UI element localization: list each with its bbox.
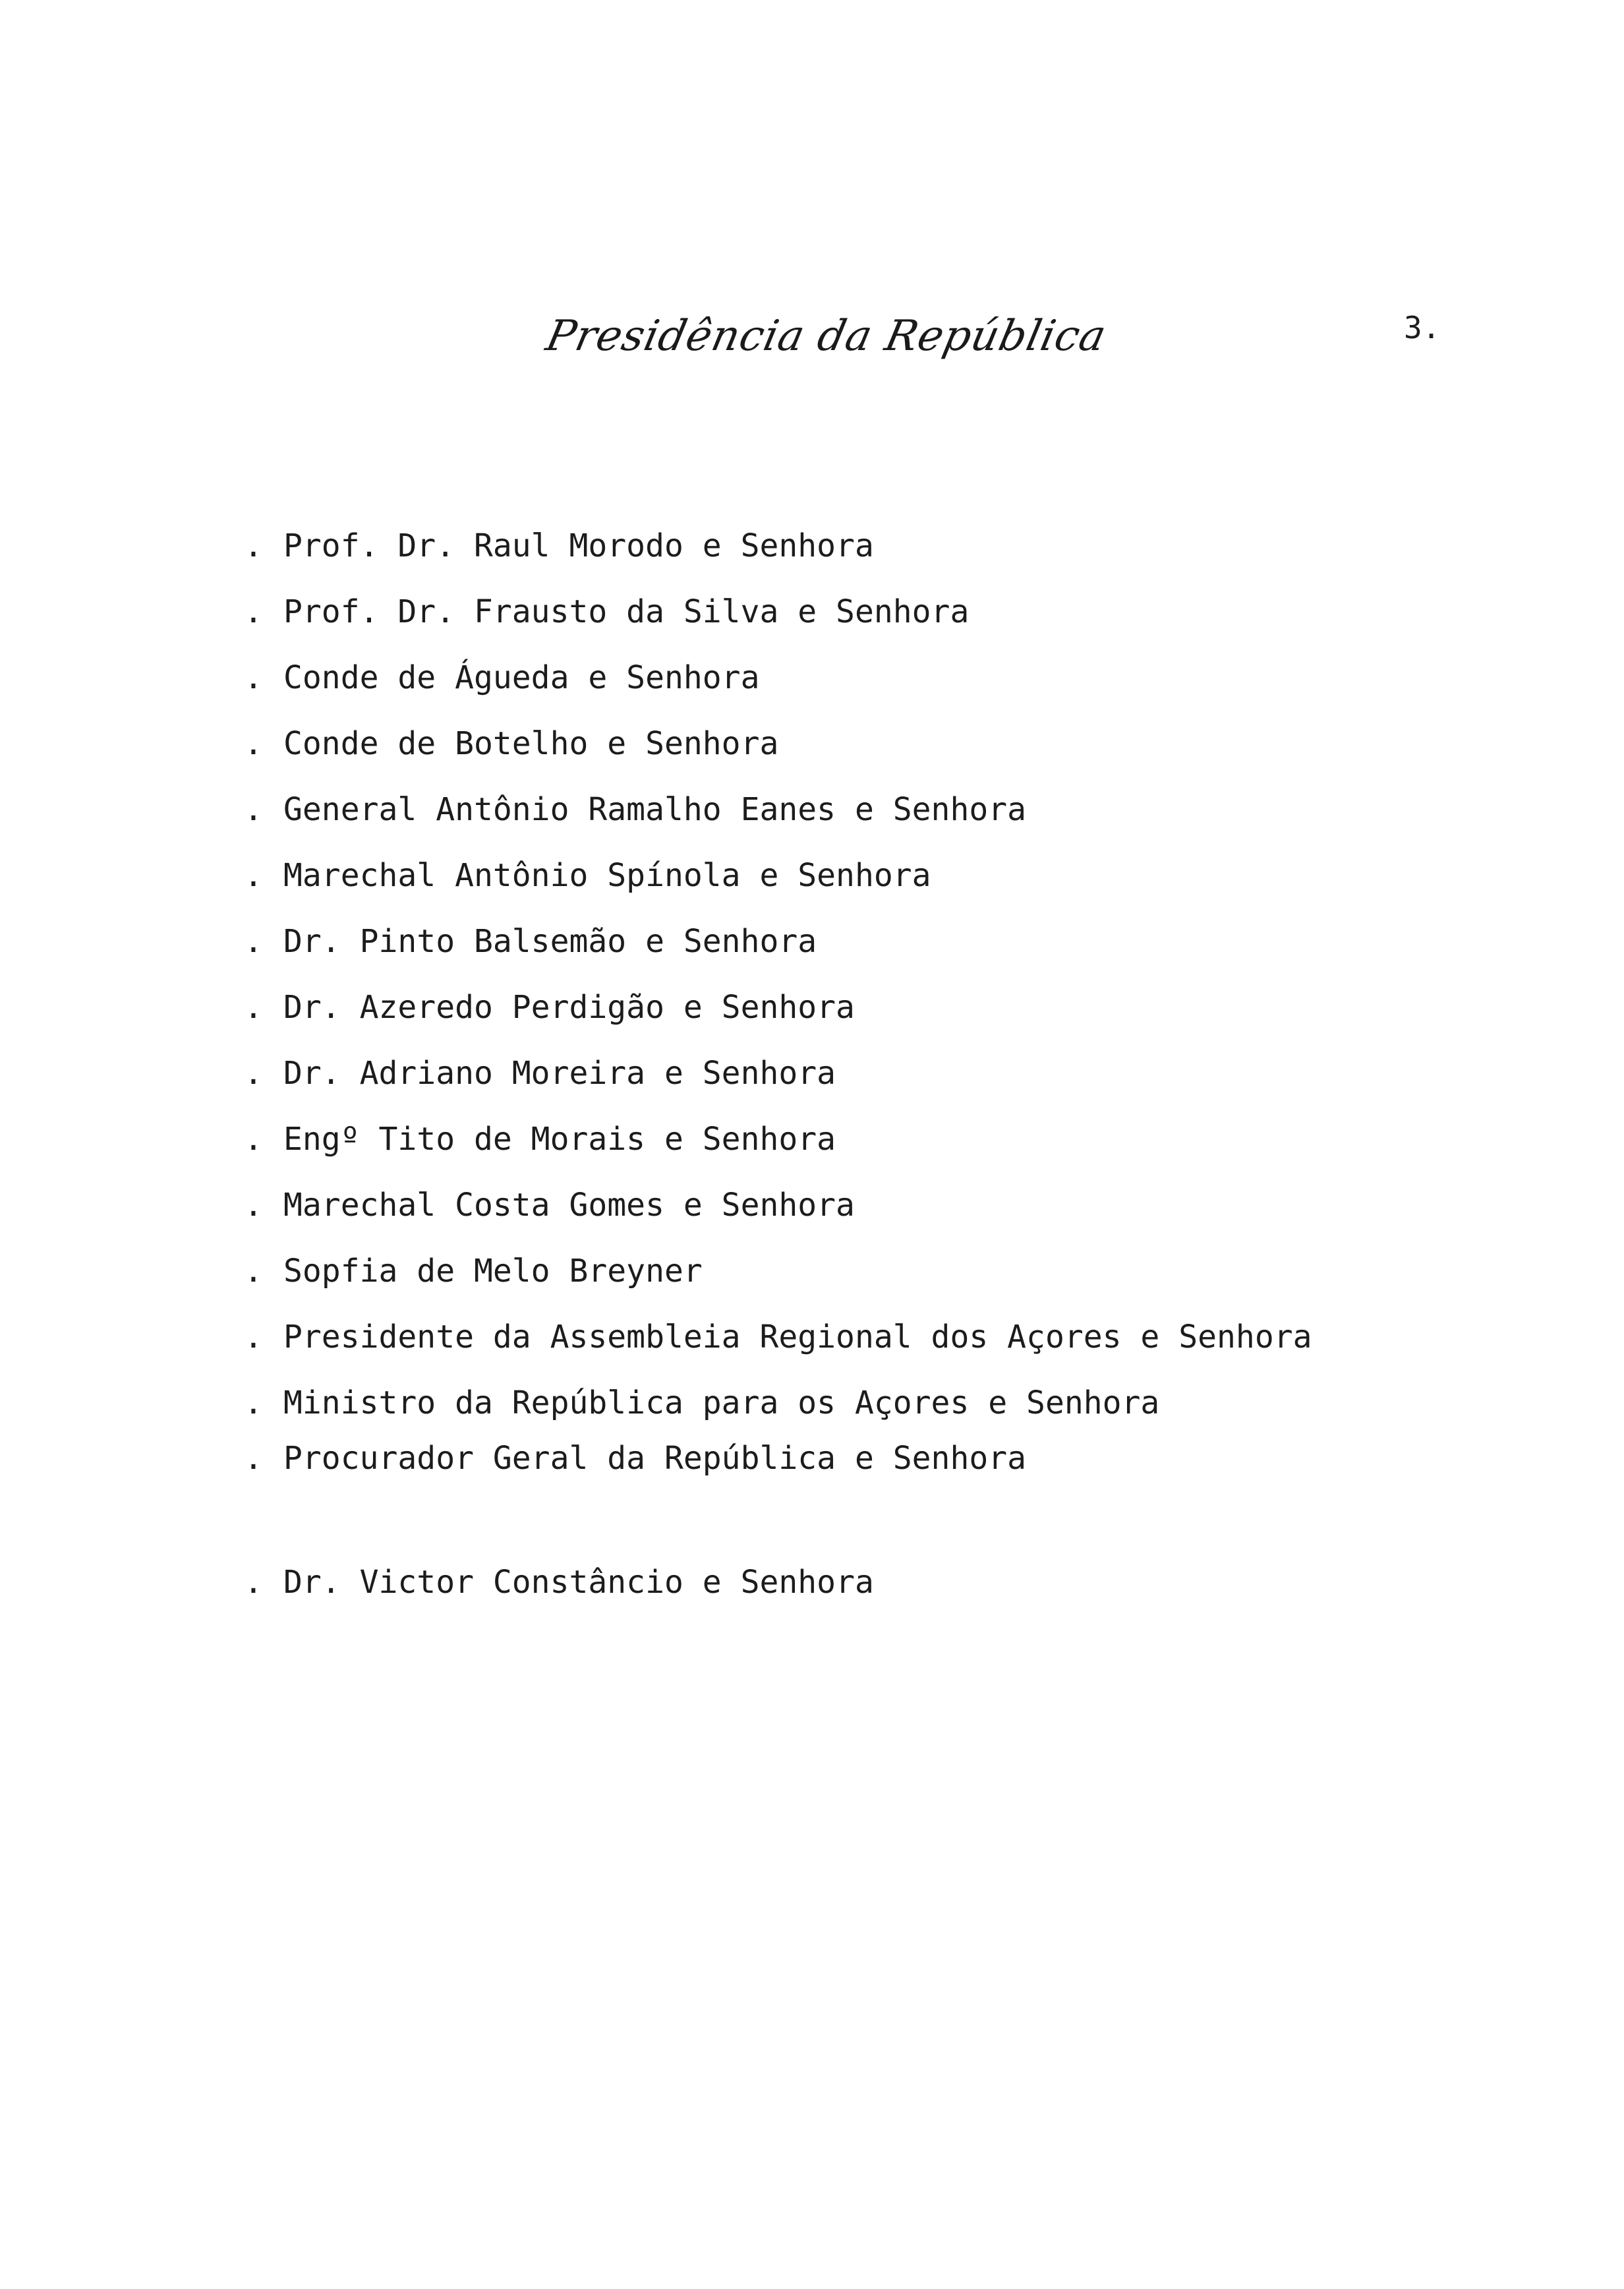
bullet: . [244,1319,263,1355]
guest-name: General Antônio Ramalho Eanes e Senhora [283,791,1027,828]
guest-name: Engº Tito de Morais e Senhora [283,1121,836,1158]
list-item [244,1440,1312,1477]
guest-name: Conde de Águeda e Senhora [283,659,760,696]
bullet: . [244,989,263,1026]
list-item [244,1187,1312,1224]
list-item [244,791,1312,828]
guest-name: Conde de Botelho e Senhora [283,725,779,762]
list-item [244,1253,1312,1290]
list-item [244,989,1312,1026]
list-item [244,725,1312,762]
bullet: . [244,923,263,960]
bullet: . [244,527,263,564]
bullet: . [244,1187,263,1224]
bullet: . [244,1564,263,1601]
guest-name: Presidente da Assembleia Regional dos Açores e Senhora [283,1319,1312,1355]
list-item [244,857,1312,894]
guest-list [244,527,1312,1630]
letterhead-title: Presidência da República [542,312,1111,361]
list-item [244,593,1312,630]
bullet: . [244,1440,263,1477]
guest-name: Dr. Victor Constâncio e Senhora [283,1564,874,1601]
list-item [244,1384,1312,1421]
list-item [244,527,1312,564]
list-item [244,1564,1312,1601]
list-item [244,1055,1312,1092]
bullet: . [244,1384,263,1421]
bullet: . [244,791,263,828]
list-item [244,923,1312,960]
bullet: . [244,1121,263,1158]
guest-name: Marechal Costa Gomes e Senhora [283,1187,855,1224]
bullet: . [244,1055,263,1092]
bullet: . [244,725,263,762]
guest-name: Prof. Dr. Frausto da Silva e Senhora [283,593,970,630]
bullet: . [244,857,263,894]
guest-name: Dr. Adriano Moreira e Senhora [283,1055,836,1092]
guest-name: Dr. Azeredo Perdigão e Senhora [283,989,855,1026]
page-number: 3. [1404,310,1441,345]
bullet: . [244,659,263,696]
guest-name: Procurador Geral da República e Senhora [283,1440,1027,1477]
list-item [244,1121,1312,1158]
list-item [244,1319,1312,1355]
guest-name: Ministro da República para os Açores e Senhora [283,1384,1160,1421]
guest-name: Marechal Antônio Spínola e Senhora [283,857,931,894]
guest-name: Prof. Dr. Raul Morodo e Senhora [283,527,874,564]
list-item [244,659,1312,696]
bullet: . [244,1253,263,1290]
guest-name: Dr. Pinto Balsemão e Senhora [283,923,817,960]
guest-name: Sopfia de Melo Breyner [283,1253,703,1290]
bullet: . [244,593,263,630]
